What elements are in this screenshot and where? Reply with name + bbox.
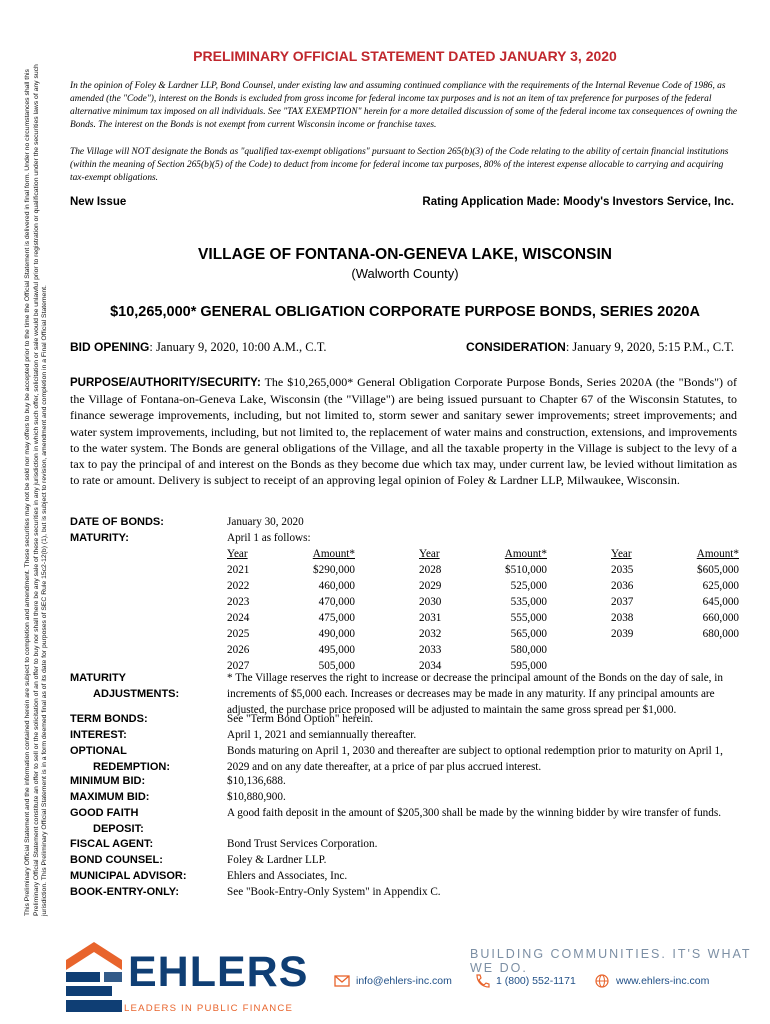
year-header: Year [611, 548, 632, 560]
county-name: (Walworth County) [351, 266, 459, 281]
maturity-amount: 625,000 [702, 580, 739, 592]
phone-link[interactable]: 1 (800) 552-1171 [496, 975, 576, 987]
fiscal-agent-label: FISCAL AGENT: [70, 838, 154, 850]
maturity-year: 2027 [227, 660, 250, 672]
ehlers-tagline: LEADERS IN PUBLIC FINANCE [124, 1003, 294, 1014]
maturity-amount: 525,000 [510, 580, 547, 592]
year-header: Year [227, 548, 248, 560]
maturity-header [227, 546, 355, 562]
maturity-row [611, 562, 739, 578]
term-bonds-value: See "Term Bond Option" herein. [227, 713, 373, 725]
good-faith-label-2: DEPOSIT: [93, 823, 144, 835]
maturity-year: 2037 [611, 596, 634, 608]
maturity-year: 2023 [227, 596, 250, 608]
interest-label: INTEREST: [70, 729, 127, 741]
maturity-year: 2034 [419, 660, 442, 672]
bid-opening-label: BID OPENING [70, 340, 150, 354]
consideration [466, 340, 734, 355]
maturity-year: 2033 [419, 644, 442, 656]
term-bonds-label: TERM BONDS: [70, 713, 148, 725]
book-entry-label: BOOK-ENTRY-ONLY: [70, 886, 179, 898]
minimum-bid-value: $10,136,688. [227, 775, 286, 787]
maturity-row [227, 562, 355, 578]
phone-icon [474, 974, 490, 988]
maturity-row [611, 594, 739, 610]
consideration-label: CONSIDERATION [466, 340, 566, 354]
maturity-year: 2022 [227, 580, 250, 592]
maturity-amount: 490,000 [318, 628, 355, 640]
maturity-amount: 470,000 [318, 596, 355, 608]
purpose-label: PURPOSE/AUTHORITY/SECURITY: [70, 377, 261, 389]
maturity-header [419, 546, 547, 562]
maturity-year: 2030 [419, 596, 442, 608]
amount-header: Amount* [504, 548, 547, 560]
maturity-row [611, 610, 739, 626]
maturity-value: April 1 as follows: [227, 532, 311, 544]
maturity-year: 2025 [227, 628, 250, 640]
maturity-label: MATURITY: [70, 532, 129, 544]
maturity-year: 2032 [419, 628, 442, 640]
maturity-row [419, 626, 547, 642]
bond-title: $10,265,000* GENERAL OBLIGATION CORPORATE PURPOSE BONDS, SERIES 2020A [110, 304, 700, 320]
maturity-amount: $510,000 [505, 564, 547, 576]
email-link[interactable]: info@ehlers-inc.com [356, 975, 452, 987]
maturity-year: 2039 [611, 628, 634, 640]
issuer-name: VILLAGE OF FONTANA-ON-GENEVA LAKE, WISCONSIN [198, 246, 612, 263]
year-header: Year [419, 548, 440, 560]
maturity-amount: 680,000 [702, 628, 739, 640]
new-issue-label: New Issue [70, 196, 127, 208]
good-faith-value: A good faith deposit in the amount of $205,300 shall be made by the winning bidder by wire transfer of funds. [227, 807, 722, 819]
maturity-row [419, 594, 547, 610]
maturity-row [419, 642, 547, 658]
bid-opening [70, 340, 327, 355]
date-of-bonds-label: DATE OF BONDS: [70, 516, 164, 528]
optional-redemption-value: Bonds maturing on April 1, 2030 and thereafter are subject to optional redemption prior to maturity on April 1, 2029 and on any date thereafter, at a price of par plus accrued interest. [227, 745, 723, 773]
globe-icon [594, 974, 610, 988]
maturity-amount: $290,000 [313, 564, 355, 576]
maturity-row [227, 594, 355, 610]
maturity-row [419, 562, 547, 578]
ehlers-logo-icon [62, 938, 126, 1020]
maturity-amount: 475,000 [318, 612, 355, 624]
maturity-year: 2024 [227, 612, 250, 624]
good-faith-label-1: GOOD FAITH [70, 807, 139, 819]
purpose-text: The $10,265,000* General Obligation Corporate Purpose Bonds, Series 2020A (the "Bonds") of the Village of Fontana-on-Geneva Lake, Wisconsin (the "Village") are being issued pursuant to Chapter 67 of the Wisconsin Statutes, to finance sewerage improvements, including, but not limited to, storm sewer and sanitary sewer improvements; street improvements; and water system improvements, including, but not limited to, the replacement of water mains and construction, extensions, and improvements to the water system. The Bonds are general obligations of the Village, and all the taxable property in the Village is subject to the levy of a tax to pay the principal of and interest on the Bonds as they become due which tax may, under current law, be levied without limitation as to rate or amount. Delivery is subject to receipt of an approving legal opinion of Foley & Lardner LLP, Milwaukee, Wisconsin. [70, 375, 737, 488]
bond-counsel-label: BOND COUNSEL: [70, 854, 163, 866]
maturity-adjustments-label [70, 670, 179, 702]
side-disclaimer-text: This Preliminary Official Statement and the information contained herein are subject to completion and amendment. These securities may not be sold nor may offers to buy be accepted prior to the time the Official Statement is delivered in final form. Under no circumstances shall this Preliminary Official Statement constitute an offer to sell or the solicitation of an offer to buy nor shall there be any sale of these securities in any jurisdiction in which such offer, solicitation or sale would be unlawful prior to registration or qualification under the securities laws of any such jurisdiction. This Preliminary Official Statement is in a form deemed final as of its date for purposes of SEC Rule 15c2-12(b) (1), but is subject to revision, amendment and completion in a Final Official Statement. [24, 64, 49, 916]
maturity-amount: 555,000 [510, 612, 547, 624]
maturity-amount: 535,000 [510, 596, 547, 608]
maturity-year: 2026 [227, 644, 250, 656]
maturity-year: 2021 [227, 564, 250, 576]
optional-label-2: REDEMPTION: [93, 761, 170, 773]
maturity-column [611, 546, 739, 642]
maturity-amount: $605,000 [697, 564, 739, 576]
maturity-amount: 505,000 [318, 660, 355, 672]
page-title: PRELIMINARY OFFICIAL STATEMENT DATED JANUARY 3, 2020 [193, 48, 617, 64]
maturity-amount: 645,000 [702, 596, 739, 608]
maturity-row [419, 610, 547, 626]
maturity-amount: 595,000 [510, 660, 547, 672]
municipal-advisor-value: Ehlers and Associates, Inc. [227, 870, 348, 882]
maturity-year: 2035 [611, 564, 634, 576]
optional-label-1: OPTIONAL [70, 745, 127, 757]
consideration-value: : January 9, 2020, 5:15 P.M., C.T. [565, 340, 734, 354]
purpose-paragraph [70, 374, 737, 488]
rating-label: Rating Application Made: Moody's Investors Service, Inc. [422, 196, 734, 208]
maturity-amount: 660,000 [702, 612, 739, 624]
maturity-adj-label-1: MATURITY [70, 672, 127, 684]
maturity-row [419, 578, 547, 594]
fiscal-agent-value: Bond Trust Services Corporation. [227, 838, 378, 850]
maturity-row [227, 642, 355, 658]
interest-value: April 1, 2021 and semiannually thereafter. [227, 729, 417, 741]
maturity-row [227, 626, 355, 642]
maturity-amount: 495,000 [318, 644, 355, 656]
maturity-column [227, 546, 355, 674]
amount-header: Amount* [696, 548, 739, 560]
amount-header: Amount* [312, 548, 355, 560]
maturity-year: 2038 [611, 612, 634, 624]
maturity-year: 2036 [611, 580, 634, 592]
maturity-adjustments-value: * The Village reserves the right to increase or decrease the principal amount of the Bonds on the day of sale, in increments of $5,000 each. Increases or decreases may be made in any maturity. If any principal amounts are adjusted, the purchase price proposed will be adjusted to maintain the same gross spread per $1,000. [227, 672, 723, 716]
maturity-year: 2029 [419, 580, 442, 592]
good-faith-label [70, 805, 144, 837]
maturity-row [611, 626, 739, 642]
email-icon [334, 974, 350, 988]
book-entry-value: See "Book-Entry-Only System" in Appendix C. [227, 886, 441, 898]
date-of-bonds-value: January 30, 2020 [227, 516, 304, 528]
website-link[interactable]: www.ehlers-inc.com [616, 975, 710, 987]
maturity-header [611, 546, 739, 562]
maturity-adj-label-2: ADJUSTMENTS: [93, 688, 180, 700]
tax-opinion: In the opinion of Foley & Lardner LLP, Bond Counsel, under existing law and assuming continued compliance with the requirements of the Internal Revenue Code of 1986, as amended (the "Code"), interest on the Bonds is excluded from gross income for federal income tax purposes and is not an item of tax preference for purposes of the federal alternative minimum tax imposed on all individuals. See "TAX EXEMPTION" herein for a more detailed discussion of some of the federal income tax consequences of owning the Bonds. The interest on the Bonds is not exempt from current Wisconsin income or franchise taxes. [70, 81, 738, 130]
maturity-row [227, 610, 355, 626]
bid-opening-value: : January 9, 2020, 10:00 A.M., C.T. [149, 340, 327, 354]
ehlers-logo-text: EHLERS [128, 948, 309, 996]
ehlers-slogan: BUILDING COMMUNITIES. IT'S WHAT WE DO. [470, 947, 752, 975]
maturity-row [227, 578, 355, 594]
maximum-bid-value: $10,880,900. [227, 791, 286, 803]
maturity-year: 2028 [419, 564, 442, 576]
optional-redemption-label [70, 743, 170, 775]
maturity-column [419, 546, 547, 674]
minimum-bid-label: MINIMUM BID: [70, 775, 146, 787]
municipal-advisor-label: MUNICIPAL ADVISOR: [70, 870, 187, 882]
maximum-bid-label: MAXIMUM BID: [70, 791, 150, 803]
bond-counsel-value: Foley & Lardner LLP. [227, 854, 327, 866]
maturity-year: 2031 [419, 612, 442, 624]
maturity-amount: 565,000 [510, 628, 547, 640]
maturity-row [611, 578, 739, 594]
qualified-note: The Village will NOT designate the Bonds as "qualified tax-exempt obligations" pursuant to Section 265(b)(3) of the Code relating to the ability of certain financial institutions (within the meaning of Section 265(b)(5) of the Code) to deduct from income for federal income tax purposes, 80% of the interest expense allocable to carrying and acquiring tax-exempt obligations. [70, 147, 729, 183]
maturity-amount: 460,000 [318, 580, 355, 592]
maturity-amount: 580,000 [510, 644, 547, 656]
